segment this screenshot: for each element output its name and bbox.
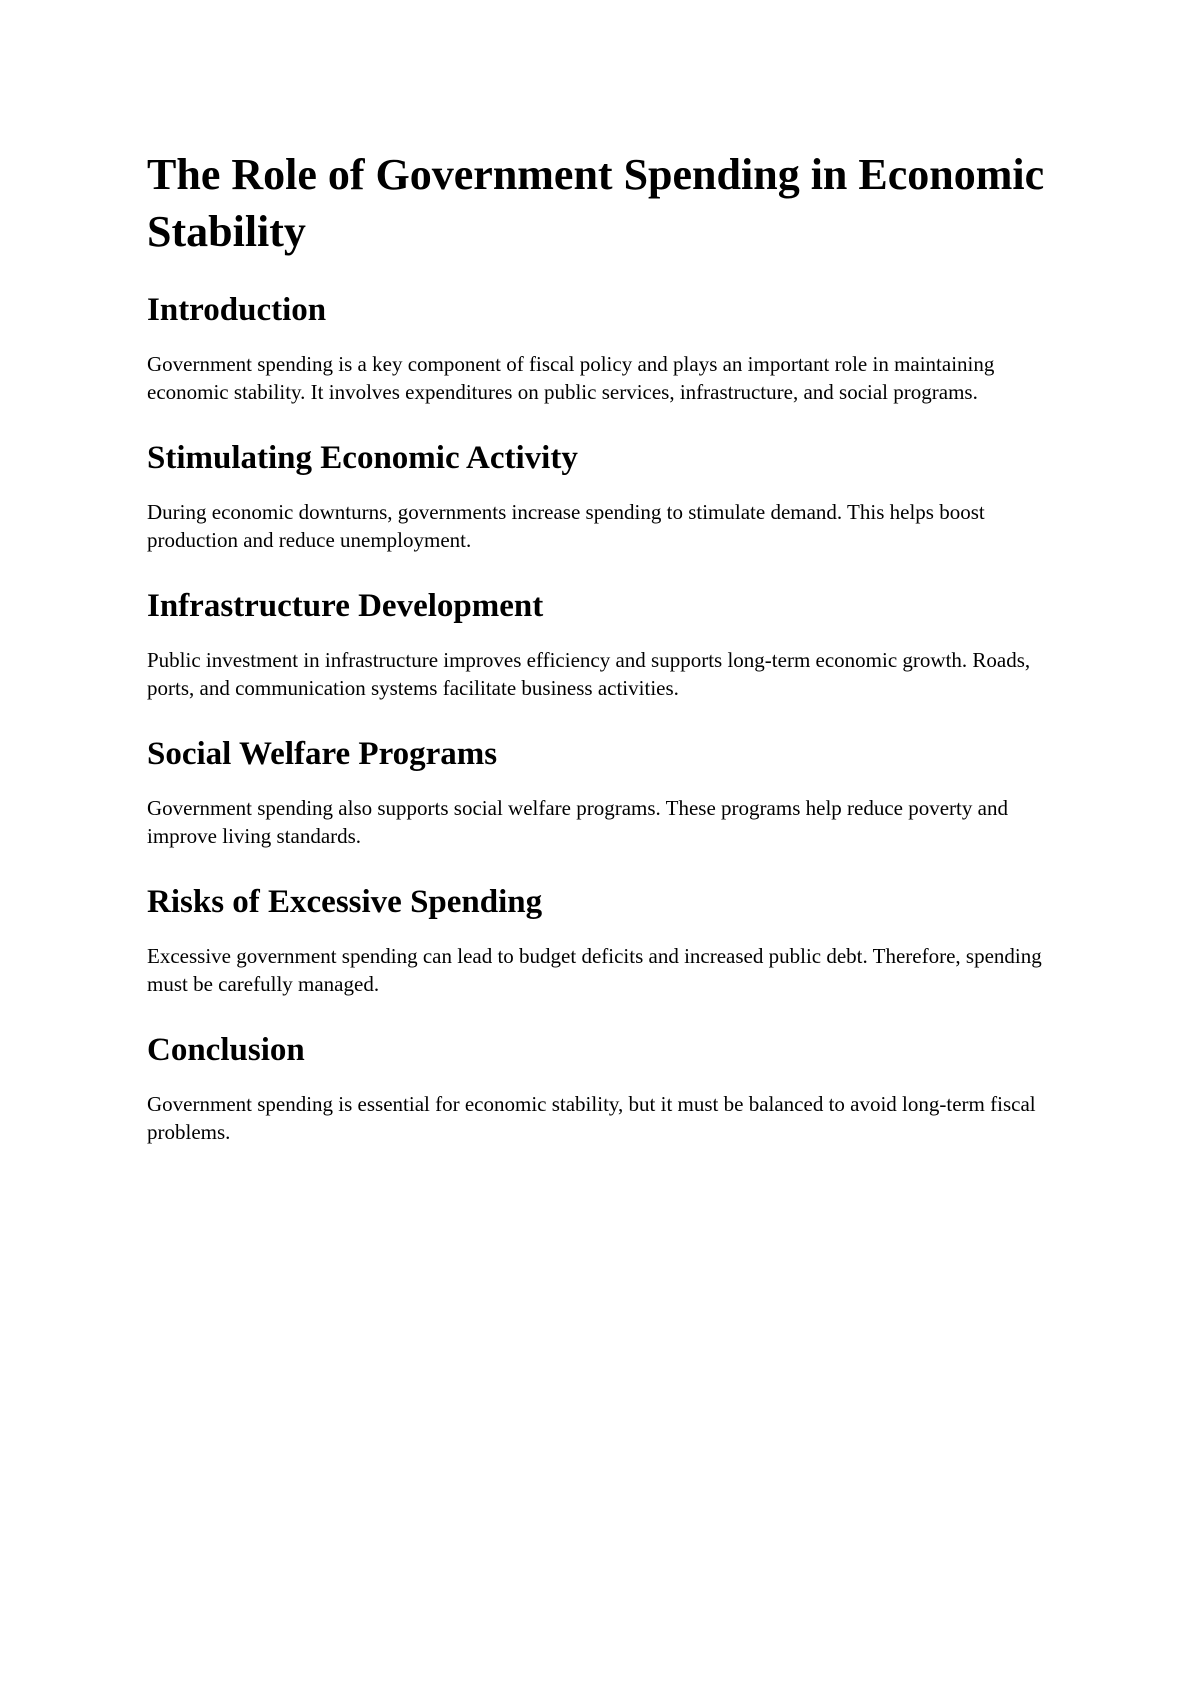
- section-infrastructure-development: [147, 586, 1077, 702]
- section-paragraph: Government spending is essential for economic stability, but it must be balanced to avoid long-term fiscal problems.: [147, 1092, 1036, 1144]
- section-stimulating-economic-activity: [147, 438, 1077, 554]
- section-heading: Social Welfare Programs: [147, 736, 498, 772]
- section-paragraph: Government spending is a key component of fiscal policy and plays an important role in maintaining economic stability. It involves expenditures on public services, infrastructure, and social programs.: [147, 352, 995, 404]
- section-heading: Infrastructure Development: [147, 588, 544, 624]
- document-page: [147, 146, 1077, 1178]
- section-risks-of-excessive-spending: [147, 882, 1077, 998]
- section-paragraph: Public investment in infrastructure improves efficiency and supports long-term economic growth. Roads, ports, and communication systems facilitate business activities.: [147, 648, 1031, 700]
- section-heading: Introduction: [147, 292, 327, 328]
- section-heading: Stimulating Economic Activity: [147, 440, 578, 476]
- document-title: The Role of Government Spending in Economic Stability: [147, 150, 1045, 256]
- section-introduction: [147, 290, 1077, 406]
- section-conclusion: [147, 1030, 1077, 1146]
- section-heading: Risks of Excessive Spending: [147, 884, 543, 920]
- section-paragraph: Government spending also supports social welfare programs. These programs help reduce poverty and improve living standards.: [147, 796, 1008, 848]
- section-paragraph: Excessive government spending can lead to budget deficits and increased public debt. Therefore, spending must be carefully managed.: [147, 944, 1042, 996]
- section-heading: Conclusion: [147, 1032, 305, 1068]
- section-social-welfare-programs: [147, 734, 1077, 850]
- section-paragraph: During economic downturns, governments increase spending to stimulate demand. This helps boost production and reduce unemployment.: [147, 500, 985, 552]
